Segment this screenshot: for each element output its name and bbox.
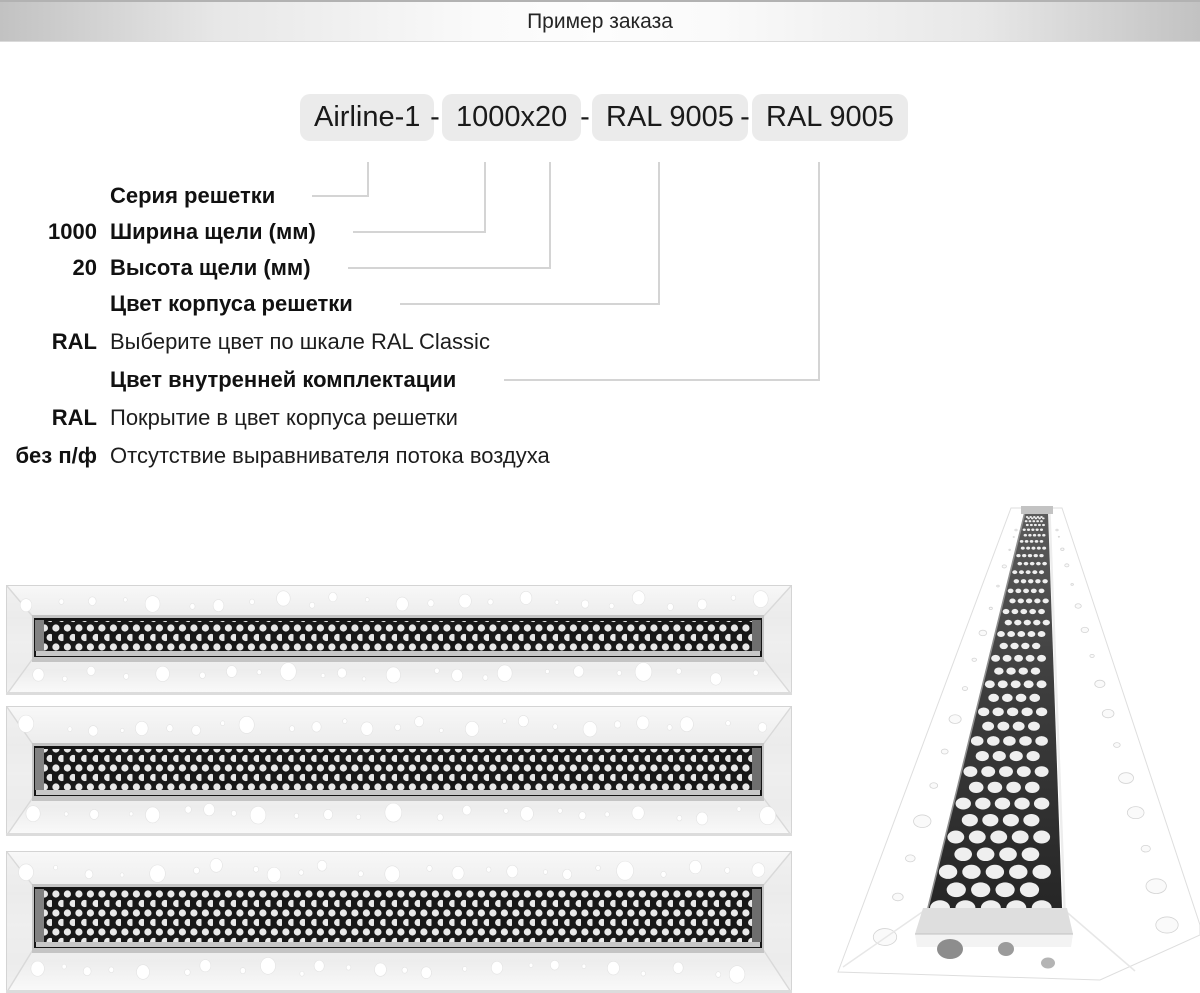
grille-perspective-view: [835, 505, 1200, 993]
grille-front-view-2: [6, 706, 792, 836]
legend-insert-color-label: Цвет внутренней комплектации: [110, 367, 457, 392]
legend-ral2-prefix: RAL: [51, 405, 97, 430]
legend-ral2-description: Покрытие в цвет корпуса решетки: [110, 405, 458, 430]
code-part-size: 1000x20: [442, 94, 581, 141]
connector-series-horizontal: [312, 195, 369, 197]
connector-height-horizontal: [348, 267, 551, 269]
connector-width-vertical: [484, 162, 486, 233]
connector-series-vertical: [367, 162, 369, 197]
legend-width-value: 1000: [48, 219, 97, 244]
connector-insert-color-vertical: [818, 162, 820, 381]
code-separator: -: [740, 101, 750, 133]
code-separator: -: [580, 101, 590, 133]
legend-series-label: Серия решетки: [110, 183, 276, 208]
legend-ral-prefix: RAL: [51, 329, 97, 354]
grille-front-view-3: [6, 851, 792, 993]
page-title: Пример заказа: [527, 10, 673, 33]
connector-insert-color-horizontal: [504, 379, 820, 381]
legend-no-pf-prefix: без п/ф: [15, 443, 97, 468]
connector-width-horizontal: [353, 231, 486, 233]
code-part-body-color: RAL 9005: [592, 94, 748, 141]
legend-height-label: Высота щели (мм): [110, 255, 311, 280]
code-separator: -: [430, 101, 440, 133]
connector-body-color-vertical: [658, 162, 660, 305]
legend-ral-description: Выберите цвет по шкале RAL Classic: [110, 329, 490, 354]
code-part-series: Airline-1: [300, 94, 434, 141]
grille-front-view-1: [6, 585, 792, 695]
page-title-bar: [0, 0, 1200, 42]
connector-body-color-horizontal: [400, 303, 660, 305]
code-part-insert-color: RAL 9005: [752, 94, 908, 141]
legend-height-value: 20: [72, 255, 97, 280]
legend-width-label: Ширина щели (мм): [110, 219, 316, 244]
legend-no-pf-description: Отсутствие выравнивателя потока воздуха: [110, 443, 550, 468]
legend-body-color-label: Цвет корпуса решетки: [110, 291, 353, 316]
connector-height-vertical: [549, 162, 551, 269]
